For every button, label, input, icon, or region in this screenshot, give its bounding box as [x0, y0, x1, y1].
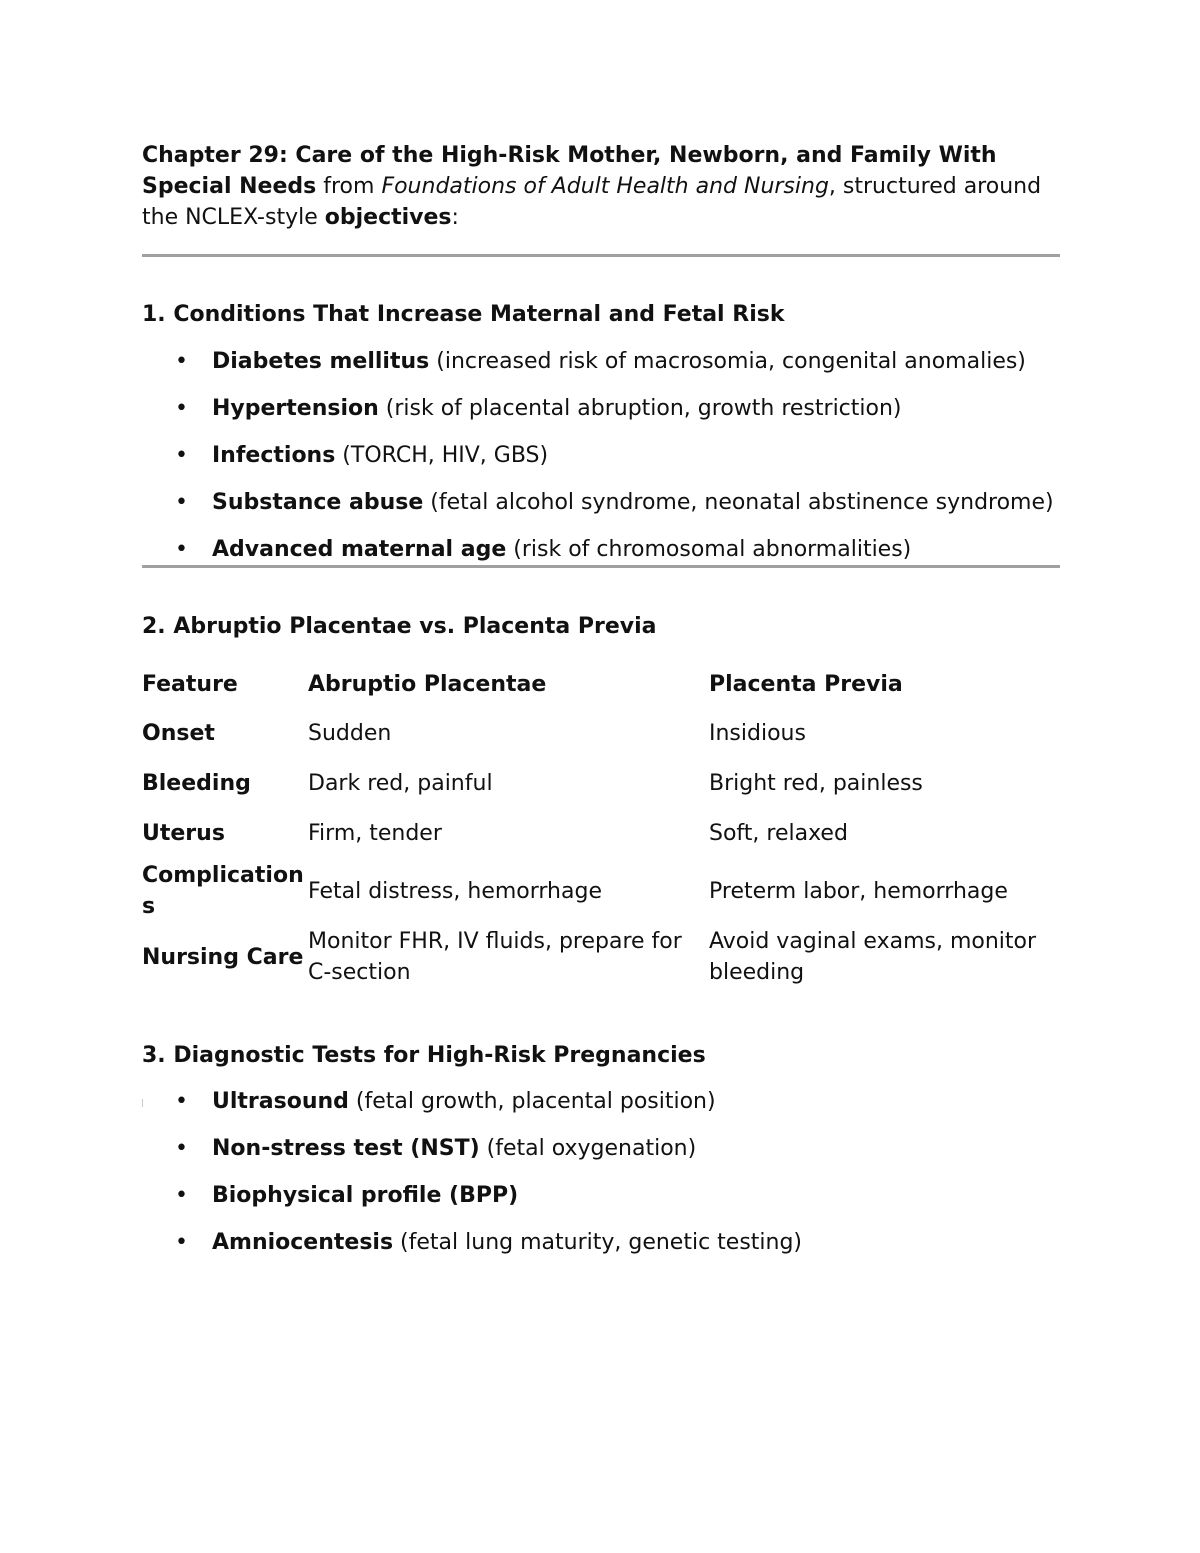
bullet-icon: •	[175, 396, 188, 421]
table-cell-feature: Nursing Care	[142, 944, 304, 970]
list-item	[142, 534, 1060, 565]
list-item-term: Non-stress test (NST)	[212, 1136, 480, 1161]
table-row	[142, 708, 1060, 758]
bullet-icon: •	[175, 443, 188, 468]
section-1-heading: 1. Conditions That Increase Maternal and Fetal Risk	[142, 302, 785, 327]
intro-colon: :	[451, 205, 459, 230]
comparison-table	[142, 660, 1060, 990]
table-row	[142, 758, 1060, 808]
table-header-cell: Placenta Previa	[709, 671, 903, 697]
table-cell-feature: Complications	[142, 863, 304, 919]
bullet-icon: •	[175, 1136, 188, 1161]
bullet-icon: •	[175, 537, 188, 562]
list-item	[142, 487, 1060, 518]
bullet-icon: •	[175, 1089, 188, 1114]
table-header-row	[142, 660, 1060, 708]
list-item-term: Advanced maternal age	[212, 537, 507, 562]
table-row	[142, 808, 1060, 858]
list-item-term: Biophysical profile (BPP)	[212, 1183, 519, 1208]
bullet-icon: •	[175, 1230, 188, 1255]
list-item-detail: (risk of chromosomal abnormalities)	[506, 537, 912, 562]
section-3-heading: 3. Diagnostic Tests for High-Risk Pregnancies	[142, 1043, 706, 1068]
bullet-icon: •	[175, 490, 188, 515]
list-item	[142, 1180, 1060, 1211]
divider-tick	[142, 1099, 143, 1107]
list-item-detail: (fetal growth, placental position)	[348, 1089, 716, 1114]
table-cell-feature: Uterus	[142, 820, 225, 846]
table-row	[142, 858, 1060, 924]
section-2-heading: 2. Abruptio Placentae vs. Placenta Previa	[142, 614, 657, 639]
list-item-detail: (fetal alcohol syndrome, neonatal abstinence syndrome)	[423, 490, 1054, 515]
horizontal-divider	[142, 565, 1060, 568]
table-row	[142, 924, 1060, 990]
table-cell: Avoid vaginal exams, monitor bleeding	[709, 929, 1037, 985]
list-item-term: Amniocentesis	[212, 1230, 394, 1255]
list-item-term: Hypertension	[212, 396, 379, 421]
intro-structured-text: , structured around the NCLEX-style	[142, 174, 1042, 230]
table-cell: Sudden	[308, 720, 392, 746]
table-cell: Monitor FHR, IV fluids, prepare for C-section	[308, 929, 682, 985]
intro-from-text: from	[316, 174, 382, 199]
table-cell: Bright red, painless	[709, 770, 923, 796]
list-item-term: Infections	[212, 443, 336, 468]
list-item-term: Diabetes mellitus	[212, 349, 430, 374]
list-item	[142, 1086, 1060, 1117]
list-item-term: Substance abuse	[212, 490, 424, 515]
table-cell: Insidious	[709, 720, 806, 746]
table-header-cell: Abruptio Placentae	[308, 671, 547, 697]
section-3-list	[142, 1086, 1060, 1258]
table-cell: Soft, relaxed	[709, 820, 848, 846]
section-1-list	[142, 346, 1060, 565]
horizontal-divider	[142, 254, 1060, 257]
list-item-detail: (fetal oxygenation)	[479, 1136, 697, 1161]
list-item	[142, 1227, 1060, 1258]
table-header-cell: Feature	[142, 671, 238, 697]
table-cell: Dark red, painful	[308, 770, 493, 796]
chapter-title: Chapter 29: Care of the High-Risk Mother, Newborn, and Family With Special Needs	[142, 143, 997, 199]
list-item-detail: (TORCH, HIV, GBS)	[335, 443, 549, 468]
list-item	[142, 393, 1060, 424]
objectives-word: objectives	[324, 205, 452, 230]
table-cell-feature: Bleeding	[142, 770, 251, 796]
table-cell: Fetal distress, hemorrhage	[308, 878, 602, 904]
list-item-term: Ultrasound	[212, 1089, 349, 1114]
table-cell: Preterm labor, hemorrhage	[709, 878, 1008, 904]
document-page	[142, 140, 1060, 1258]
book-title: Foundations of Adult Health and Nursing	[381, 174, 829, 199]
intro-paragraph	[142, 140, 1060, 233]
list-item	[142, 346, 1060, 377]
list-item	[142, 1133, 1060, 1164]
bullet-icon: •	[175, 1183, 188, 1208]
bullet-icon: •	[175, 349, 188, 374]
list-item-detail: (increased risk of macrosomia, congenital anomalies)	[429, 349, 1026, 374]
list-item	[142, 440, 1060, 471]
list-item-detail: (fetal lung maturity, genetic testing)	[393, 1230, 803, 1255]
table-cell: Firm, tender	[308, 820, 442, 846]
table-cell-feature: Onset	[142, 720, 215, 746]
list-item-detail: (risk of placental abruption, growth restriction)	[378, 396, 902, 421]
